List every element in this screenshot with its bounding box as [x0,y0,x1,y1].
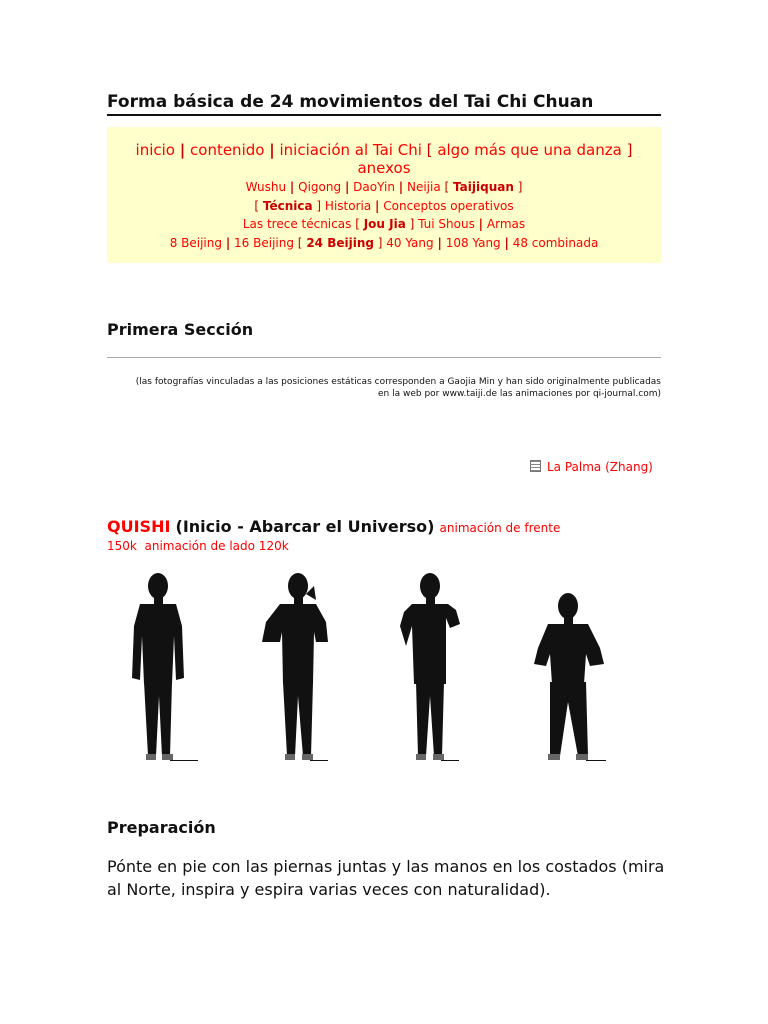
nav-link-24-beijing[interactable]: 24 Beijing [306,235,374,250]
posture-figure-1[interactable] [132,573,198,761]
section-divider [107,357,661,358]
preparation-text: Pónte en pie con las piernas juntas y las manos en los costados (mira al Norte, inspira y espira varias veces con naturalidad). [107,857,665,899]
nav-link-trece-tecnicas[interactable]: Las trece técnicas [242,217,352,231]
navigation-box [107,127,661,263]
side-animation-link[interactable]: animación de lado 120k [144,539,289,553]
palma-link-label: La Palma (Zhang) [547,460,653,474]
page-title: Forma básica de 24 movimientos del Tai Chi Chuan [107,92,594,112]
nav-link-tecnica[interactable]: Técnica [262,198,313,213]
nav-link-algo-mas[interactable]: algo más que una danza [437,141,622,159]
nav-line-4: Las trece técnicas [ Jou Jia ] Tui Shous | Armas [242,217,526,231]
credits-line-2: en la web por www.taiji.de las animaciones por qi-journal.com) [378,389,661,399]
movement-description: (Inicio - Abarcar el Universo) [175,517,435,536]
nav-line-3: [ Técnica ] Historia | Conceptos operativos [254,198,514,213]
posture-figure-3[interactable] [400,573,460,761]
nav-link-48-combinada[interactable]: 48 combinada [512,235,599,250]
nav-link-108-yang[interactable]: 108 Yang [445,235,501,250]
nav-link-tui-shous[interactable]: Tui Shous [418,217,475,231]
posture-figure-2[interactable] [262,573,328,761]
nav-line-2: Wushu | Qigong | DaoYin | Neijia [ Taijiquan ] [245,180,523,194]
front-animation-size[interactable]: 150k [107,539,137,553]
palma-link[interactable] [530,460,653,474]
document-icon [530,460,541,472]
nav-link-armas[interactable]: Armas [486,217,526,231]
nav-link-taijiquan[interactable]: Taijiquan [453,180,514,194]
nav-link-jou-jia[interactable]: Jou Jia [363,217,406,231]
nav-link-40-yang[interactable]: 40 Yang [386,235,434,250]
section-heading: Primera Sección [107,320,254,339]
nav-link-anexos[interactable]: anexos [357,159,411,177]
nav-link-historia[interactable]: Historia [324,198,372,213]
posture-figure-4[interactable] [534,593,606,761]
front-animation-link[interactable]: animación de frente [439,521,561,535]
nav-link-iniciacion[interactable]: iniciación al Tai Chi [279,141,422,159]
animation-links-line [107,539,289,553]
title-underline [107,114,661,116]
nav-link-neijia[interactable]: Neijia [406,180,441,194]
nav-link-wushu[interactable]: Wushu [245,180,287,194]
nav-link-qigong[interactable]: Qigong [298,180,342,194]
movement-heading [107,517,560,536]
nav-line-main: inicio | contenido | iniciación al Tai Chi [ algo más que una danza ] anexos [135,141,633,177]
photo-credits [107,376,661,400]
posture-figures [110,566,630,776]
nav-link-contenido[interactable]: contenido [190,141,265,159]
nav-link-16-beijing[interactable]: 16 Beijing [234,235,294,250]
nav-link-daoyin[interactable]: DaoYin [353,180,395,194]
nav-link-conceptos[interactable]: Conceptos operativos [383,198,514,213]
nav-link-inicio[interactable]: inicio [135,141,175,159]
credits-line-1: (las fotografías vinculadas a las posiciones estáticas corresponden a Gaojia Min y han sido originalmente publicadas [135,377,661,387]
nav-link-8-beijing[interactable]: 8 Beijing [169,235,222,250]
preparation-heading: Preparación [107,818,216,837]
movement-name: QUISHI [107,517,171,536]
nav-line-5: 8 Beijing | 16 Beijing [ 24 Beijing ] 40 Yang | 108 Yang | 48 combinada [169,235,599,250]
